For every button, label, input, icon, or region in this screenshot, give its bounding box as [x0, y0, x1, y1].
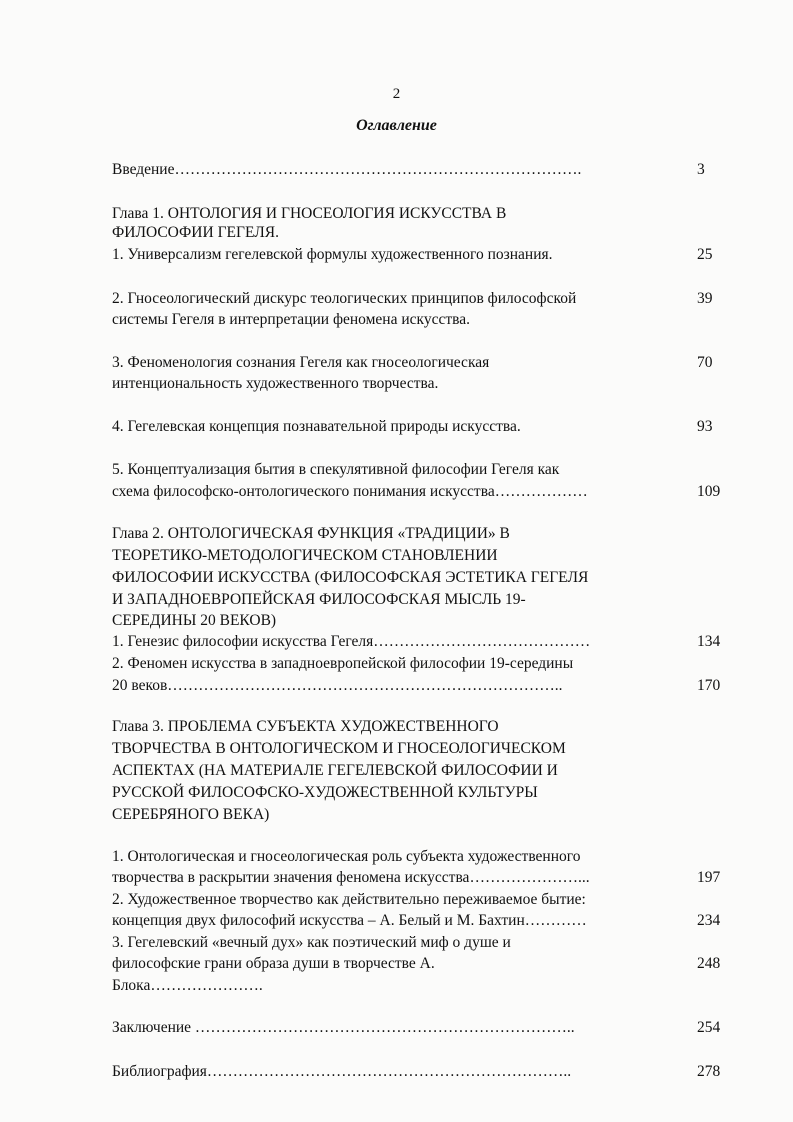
- toc-entry-3-2: 2. Художественное творчество как действительно переживаемое бытие:: [112, 891, 586, 908]
- toc-entry-3-1: 1. Онтологическая и гносеологическая роль субъекта художественного: [112, 848, 581, 865]
- toc-entry-2-2-cont: 20 веков…………………………………………………………………..: [112, 677, 563, 694]
- page-ref-3-2: 234: [697, 912, 721, 929]
- chapter-2-heading-line: ТЕОРЕТИКО-МЕТОДОЛОГИЧЕСКОМ СТАНОВЛЕНИИ: [112, 547, 498, 564]
- page-ref-conclusion: 254: [697, 1019, 721, 1036]
- chapter-3-heading-line: СЕРЕБРЯНОГО ВЕКА): [112, 806, 270, 823]
- toc-entry-conclusion: Заключение ………………………………………………………………..: [112, 1019, 575, 1036]
- toc-entry-1-3: 3. Феноменология сознания Гегеля как гносеологическая: [112, 354, 490, 371]
- page-ref-1-1: 25: [697, 246, 713, 263]
- page-ref-2-2: 170: [697, 677, 721, 694]
- chapter-2-heading-line: ФИЛОСОФИИ ИСКУССТВА (ФИЛОСОФСКАЯ ЭСТЕТИКА ГЕГЕЛЯ: [112, 569, 589, 586]
- page-ref-2-1: 134: [697, 633, 721, 650]
- page-ref-3-1: 197: [697, 869, 721, 886]
- toc-entry-3-2-cont: концепция двух философий искусства – А. Белый и М. Бахтин…………: [112, 912, 587, 929]
- page-ref-introduction: 3: [697, 161, 705, 178]
- chapter-1-heading-line: ФИЛОСОФИИ ГЕГЕЛЯ.: [112, 224, 279, 241]
- toc-entry-3-3-cont: философские грани образа души в творчестве А.: [112, 955, 435, 972]
- toc-entry-1-2: 2. Гносеологический дискурс теологических принципов философской: [112, 290, 577, 307]
- toc-entry-bibliography: Библиография……………………………………………………………..: [112, 1063, 572, 1080]
- chapter-1-heading-line: Глава 1. ОНТОЛОГИЯ И ГНОСЕОЛОГИЯ ИСКУССТВА В: [112, 205, 507, 222]
- toc-entry-2-1: 1. Генезис философии искусства Гегеля……………………………………: [112, 633, 591, 650]
- chapter-3-heading-line: АСПЕКТАХ (НА МАТЕРИАЛЕ ГЕГЕЛЕВСКОЙ ФИЛОСОФИИ И: [112, 762, 558, 779]
- page-ref-bibliography: 278: [697, 1063, 721, 1080]
- page-title: Оглавление: [356, 117, 437, 134]
- page-ref-1-5: 109: [697, 483, 721, 500]
- chapter-2-heading-line: И ЗАПАДНОЕВРОПЕЙСКАЯ ФИЛОСОФСКАЯ МЫСЛЬ 19-: [112, 591, 526, 608]
- toc-entry-1-3-cont: интенциональность художественного творчества.: [112, 375, 439, 392]
- toc-entry-1-2-cont: системы Гегеля в интерпретации феномена искусства.: [112, 311, 470, 328]
- toc-entry-1-5-cont: схема философско-онтологического понимания искусства………………: [112, 483, 588, 500]
- page-ref-1-2: 39: [697, 290, 713, 307]
- toc-entry-3-3-cont: Блока………………….: [112, 977, 263, 994]
- toc-entry-1-5: 5. Концептуализация бытия в спекулятивной философии Гегеля как: [112, 461, 560, 478]
- page-ref-1-3: 70: [697, 354, 713, 371]
- chapter-3-heading-line: РУССКОЙ ФИЛОСОФСКО-ХУДОЖЕСТВЕННОЙ КУЛЬТУРЫ: [112, 784, 538, 801]
- toc-entry-1-4: 4. Гегелевская концепция познавательной природы искусства.: [112, 418, 521, 435]
- toc-entry-1-1: 1. Универсализм гегелевской формулы художественного познания.: [112, 246, 553, 263]
- toc-entry-2-2: 2. Феномен искусства в западноевропейской философии 19-середины: [112, 655, 574, 672]
- chapter-2-heading-line: Глава 2. ОНТОЛОГИЧЕСКАЯ ФУНКЦИЯ «ТРАДИЦИИ» В: [112, 525, 510, 542]
- toc-entry-3-3: 3. Гегелевский «вечный дух» как поэтический миф о душе и: [112, 934, 511, 951]
- toc-entry-introduction: Введение…………………………………………………………………….: [112, 161, 582, 178]
- chapter-2-heading-line: СЕРЕДИНЫ 20 ВЕКОВ): [112, 612, 277, 629]
- chapter-3-heading-line: ТВОРЧЕСТВА В ОНТОЛОГИЧЕСКОМ И ГНОСЕОЛОГИЧЕСКОМ: [112, 740, 566, 757]
- chapter-3-heading-line: Глава 3. ПРОБЛЕМА СУБЪЕКТА ХУДОЖЕСТВЕННОГО: [112, 718, 499, 735]
- page-number: 2: [392, 86, 401, 102]
- page-ref-1-4: 93: [697, 418, 713, 435]
- page-ref-3-3: 248: [697, 955, 721, 972]
- toc-entry-3-1-cont: творчества в раскрытии значения феномена искусства…………………...: [112, 869, 590, 886]
